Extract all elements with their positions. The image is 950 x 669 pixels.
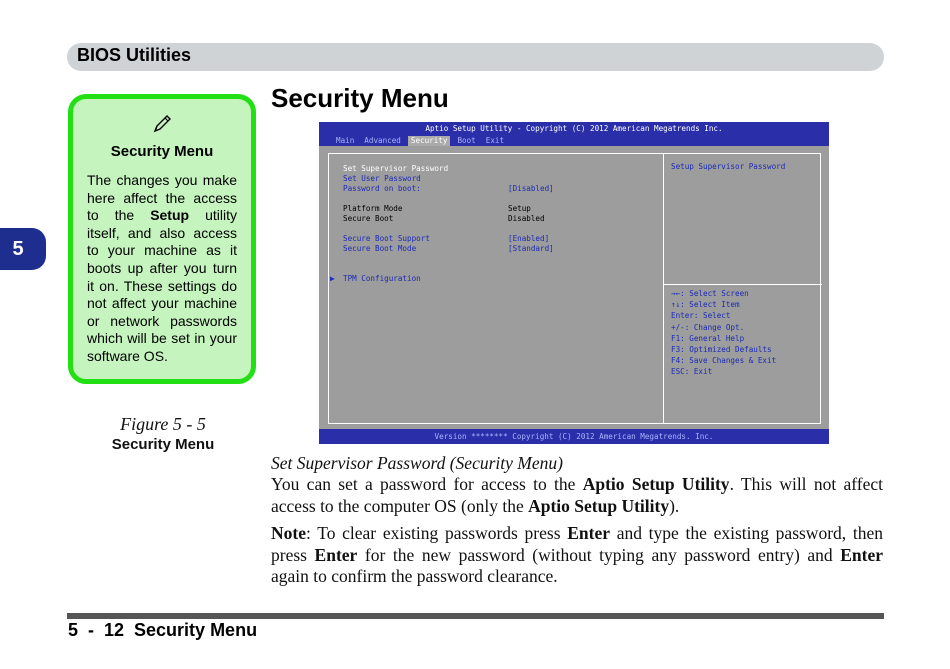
- header-bar: [67, 43, 884, 71]
- key-esc: ESC: Exit: [671, 367, 713, 377]
- key-select-item: ↑↓: Select Item: [671, 300, 740, 310]
- paragraph-note: Note: To clear existing passwords press Enter and type the existing password, then press Enter for the new password (without typing any password entry) and Enter again to confirm the password clearance.: [271, 523, 883, 586]
- key-enter: Enter: Select: [671, 311, 731, 321]
- key-select-screen: →←: Select Screen: [671, 289, 749, 298]
- page-title: Security Menu: [271, 83, 449, 113]
- bios-panel: Set Supervisor Password Set User Password Password on boot: [Disabled] Platform Mode Setup Secure Boot Disabled Secure Boot Support [Enabled] Secure Boot Mode [Standard] ▶ TPM Configuration Setup Supervisor Password →←: Select Screen ↑↓: Select Item Enter: Select +/-: Change Opt. F1: General Help F3: Optimized Defaults F4: Save Changes & Exit ESC: Exit: [328, 153, 821, 424]
- section-heading: Set Supervisor Password (Security Menu): [271, 453, 563, 473]
- bios-key-legend: [671, 288, 776, 378]
- bios-divider: [663, 154, 664, 423]
- page-footer: 5 - 12 Security Menu: [68, 620, 258, 640]
- figure-number: Figure 5 - 5: [120, 414, 206, 434]
- pen-icon: [151, 113, 173, 135]
- bios-tab-main: Main: [336, 136, 355, 145]
- bios-screenshot: [319, 122, 829, 444]
- key-change-opt: +/-: Change Opt.: [671, 322, 745, 332]
- key-general-help: F1: General Help: [671, 333, 745, 343]
- paragraph-supervisor-password: You can set a password for access to the Aptio Setup Utility. This will not affect access to the computer OS (only the Aptio Setup Utility).: [271, 474, 884, 516]
- figure-caption: [68, 414, 258, 453]
- bios-tab-advanced: Advanced: [364, 136, 401, 145]
- chapter-tab: 5: [0, 228, 46, 270]
- bios-divider: [663, 284, 822, 285]
- header-title: BIOS Utilities: [77, 45, 192, 65]
- bios-help-text: Setup Supervisor Password: [671, 162, 786, 171]
- key-optimized-defaults: F3: Optimized Defaults: [671, 345, 772, 355]
- bios-title-bar: [319, 122, 829, 146]
- bios-tab-exit: Exit: [485, 136, 505, 145]
- submenu-arrow-icon: ▶: [330, 274, 335, 283]
- note-box: [68, 94, 256, 384]
- footer-bar: [67, 613, 884, 619]
- note-text: The changes you make here affect the access to the Setup utility itself, and also access to your machine as it boots up after you turn it on. These settings do not affect your machine or network passwords which will be set in your software OS.: [87, 172, 237, 364]
- note-title: Security Menu: [110, 143, 214, 160]
- bios-title: Aptio Setup Utility - Copyright (C) 2012 American Megatrends Inc.: [425, 124, 723, 133]
- bios-tabs: [333, 136, 511, 146]
- key-save-exit: F4: Save Changes & Exit: [671, 356, 777, 366]
- bios-tab-boot: Boot: [457, 136, 476, 145]
- figure-title: Security Menu: [111, 436, 215, 453]
- bios-tab-security: Security: [408, 136, 451, 146]
- bios-footer: Version ******** Copyright (C) 2012 American Megatrends. Inc.: [319, 429, 829, 444]
